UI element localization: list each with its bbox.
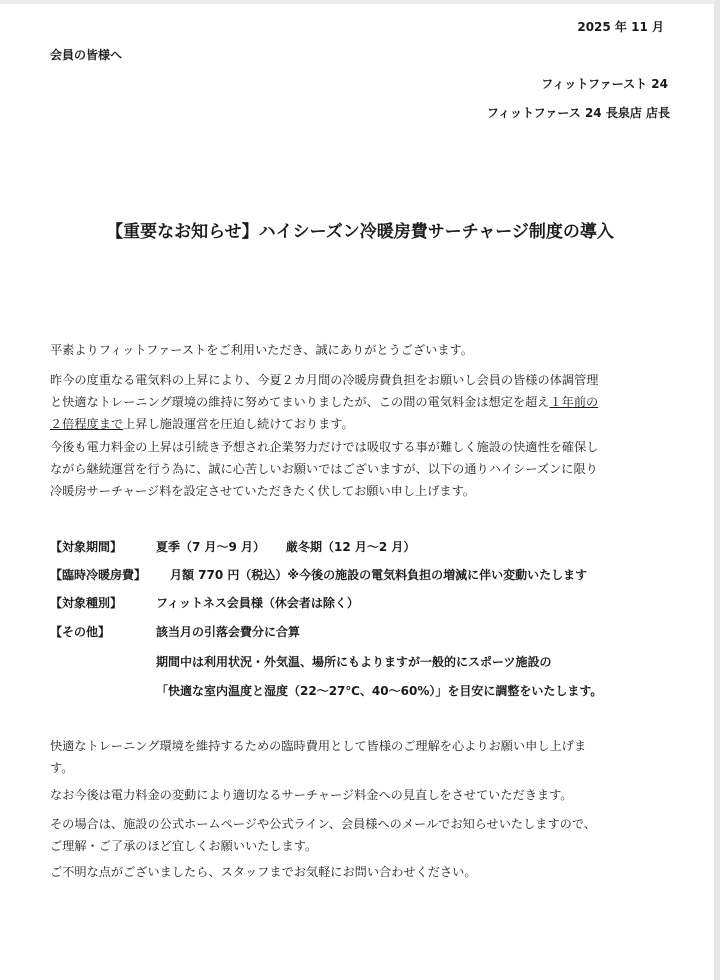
paragraph-line: ご不明な点がございましたら、スタッフまでお気軽にお問い合わせください。 [50, 865, 477, 879]
detail-value-winter: 厳冬期（12 月～2 月） [286, 540, 416, 554]
underlined-text: ２倍程度まで [50, 417, 124, 431]
paragraph-line: なお今後は電力料金の変動により適切なるサーチャージ料金への見直しをさせていただきます。 [50, 788, 573, 802]
paragraph-line: 快適なトレーニング環境を維持するための臨時費用として皆様のご理解を心よりお願い申し上げま [50, 739, 587, 753]
underlined-text: １年前の [549, 395, 599, 409]
recipient: 会員の皆様へ [50, 48, 123, 62]
paragraph-line [50, 413, 664, 435]
detail-value: 月額 770 円（税込）※今後の施設の電気料負担の増減に伴い変動いたします [170, 568, 588, 582]
intro-paragraph-3 [50, 436, 664, 502]
detail-label: 【臨時冷暖房費】 [50, 568, 147, 582]
notice-title: 【重要なお知らせ】ハイシーズン冷暖房費サーチャージ制度の導入 [106, 222, 614, 242]
closing-paragraph-2 [50, 784, 664, 806]
paragraph-line [50, 391, 664, 413]
intro-paragraph-2 [50, 369, 664, 435]
greeting-line: 平素よりフィットファーストをご利用いただき、誠にありがとうございます。 [50, 343, 473, 357]
page-edge-right [714, 0, 720, 980]
paragraph-line: 冷暖房サーチャージ料を設定させていただきたく伏してお願い申し上げます。 [50, 484, 475, 498]
detail-label: 【対象期間】 [50, 540, 123, 554]
issue-date: 2025 年 11 月 [577, 20, 664, 34]
detail-value: 「快適な室内温度と湿度（22～27℃、40～60%）」を目安に調整をいたします。 [156, 684, 603, 698]
paragraph-line: ご理解・ご了承のほど宜しくお願いいたします。 [50, 839, 318, 853]
intro-greeting [50, 339, 664, 361]
closing-paragraph-3 [50, 813, 664, 857]
text-span: 上昇し施設運営を圧迫し続けております。 [123, 417, 354, 431]
paragraph-line: す。 [50, 761, 74, 775]
paragraph-line: その場合は、施設の公式ホームページや公式ライン、会員様へのメールでお知らせいたしますので、 [50, 817, 596, 831]
page-edge-top [0, 0, 720, 4]
closing-paragraph-1 [50, 735, 664, 779]
detail-value: フィットネス会員様（休会者は除く） [156, 596, 359, 610]
paragraph-line: 今後も電力料金の上昇は引続き予想され企業努力だけでは吸収する事が難しく施設の快適性を確保し [50, 440, 599, 454]
sender-manager: フィットファース 24 長泉店 店長 [486, 106, 670, 120]
closing-paragraph-4 [50, 861, 664, 883]
detail-label: 【その他】 [50, 625, 111, 639]
paragraph-line: 昨今の度重なる電気料の上昇により、今夏２カ月間の冷暖房費負担をお願いし会員の皆様の体調管理 [50, 373, 599, 387]
sender-organization: フィットファースト 24 [541, 77, 668, 91]
detail-value-summer: 夏季（7 月～9 月） [156, 540, 266, 554]
detail-label: 【対象種別】 [50, 596, 123, 610]
paragraph-line: ながら継続運営を行う為に、誠に心苦しいお願いではございますが、以下の通りハイシーズンに限り [50, 462, 598, 476]
text-span: と快適なトレーニング環境の維持に努めてまいりましたが、この間の電気料金は想定を超え [50, 395, 550, 409]
detail-value: 期間中は利用状況・外気温、場所にもよりますが一般的にスポーツ施設の [156, 655, 552, 669]
detail-value: 該当月の引落会費分に合算 [156, 625, 301, 639]
